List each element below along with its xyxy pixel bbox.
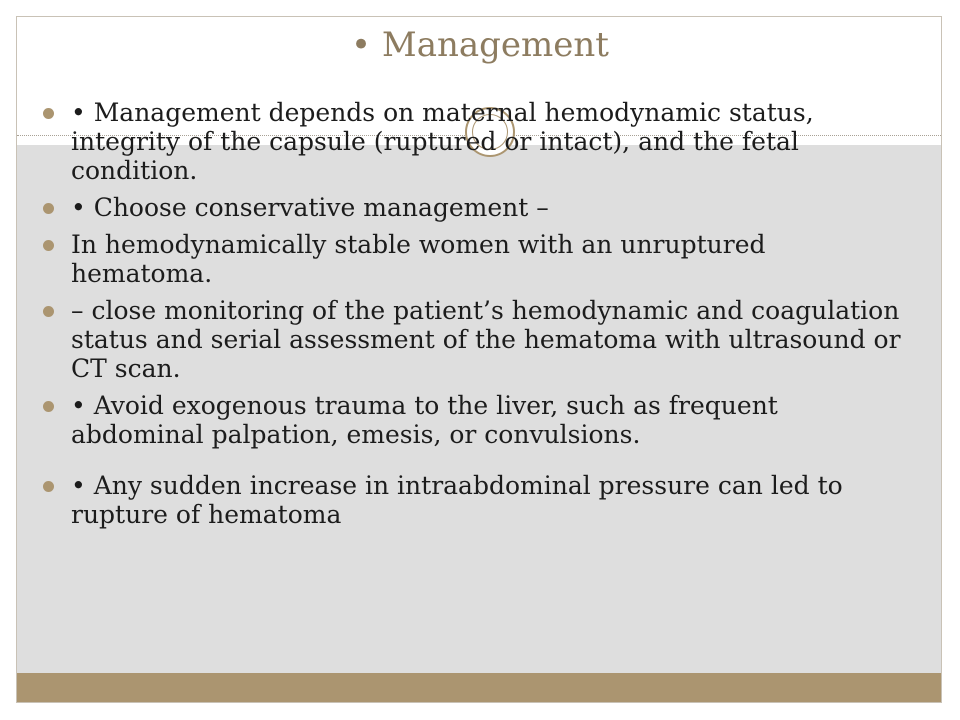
bullet-item (40, 296, 908, 383)
bullet-item (40, 98, 908, 185)
bullet-item (40, 391, 908, 449)
bullet-dot-icon (43, 481, 54, 492)
bullet-text: • Avoid exogenous trauma to the liver, such as frequent abdominal palpation, emesis, or convulsions. (71, 391, 778, 449)
bullet-text: In hemodynamically stable women with an unruptured hematoma. (71, 230, 766, 288)
bullet-item (40, 471, 908, 529)
bullet-dot-icon (43, 240, 54, 251)
bullet-list (40, 98, 908, 537)
footer-band (17, 673, 941, 703)
bullet-dot-icon (43, 203, 54, 214)
bullet-text: • Any sudden increase in intraabdominal pressure can led to rupture of hematoma (71, 471, 843, 529)
bullet-text: – close monitoring of the patient’s hemodynamic and coagulation status and serial assessment of the hematoma with ultrasound or CT scan. (71, 296, 901, 383)
bullet-text: • Management depends on maternal hemodynamic status, integrity of the capsule (ruptured or intact), and the fetal condition. (71, 98, 814, 185)
bullet-item (40, 230, 908, 288)
bullet-dot-icon (43, 108, 54, 119)
bullet-item (40, 193, 908, 222)
bullet-dot-icon (43, 401, 54, 412)
bullet-text: • Choose conservative management – (71, 193, 549, 222)
slide-title: • Management (351, 25, 609, 65)
bullet-dot-icon (43, 306, 54, 317)
